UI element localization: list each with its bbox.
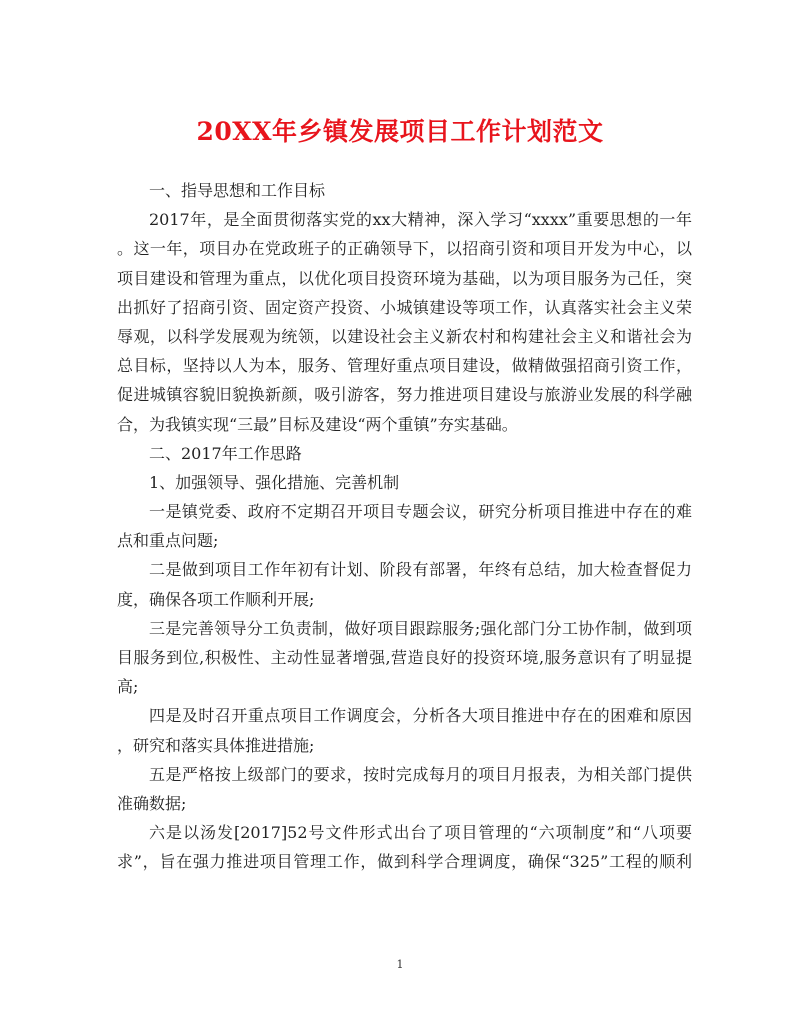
paragraph-line: 促进城镇容貌旧貌换新颜，吸引游客，努力推进项目建设与旅游业发展的科学融 (117, 385, 692, 405)
subsection-heading: 1、加强领导、强化措施、完善机制 (149, 472, 400, 492)
paragraph-line: 点和重点问题; (117, 531, 219, 551)
paragraph-line: 二是做到项目工作年初有计划、阶段有部署，年终有总结，加大检查督促力 (149, 560, 692, 580)
paragraph-line: 一是镇党委、政府不定期召开项目专题会议，研究分析项目推进中存在的难 (149, 502, 692, 522)
paragraph-line: 度，确保各项工作顺利开展; (117, 589, 315, 609)
paragraph-line: 总目标，坚持以人为本，服务、管理好重点项目建设，做精做强招商引资工作， (117, 356, 692, 376)
paragraph-line: 目服务到位,积极性、主动性显著增强,营造良好的投资环境,服务意识有了明显提 (117, 648, 692, 667)
paragraph-line: 高; (117, 677, 139, 697)
paragraph-line: 三是完善领导分工负责制，做好项目跟踪服务;强化部门分工协作制，做到项 (149, 618, 692, 638)
document-title: 20XX年乡镇发展项目工作计划范文 (196, 117, 604, 146)
paragraph-line: 求”，旨在强力推进项目管理工作，做到科学合理调度，确保“325”工程的顺利 (117, 852, 692, 872)
paragraph-line: 项目建设和管理为重点，以优化项目投资环境为基础，以为项目服务为己任，突 (117, 268, 692, 288)
page-number: 1 (396, 958, 404, 971)
paragraph-line: 六是以汤发[2017]52号文件形式出台了项目管理的“六项制度”和“八项要 (149, 823, 692, 843)
section-heading: 二、2017年工作思路 (149, 443, 302, 463)
document-body (117, 176, 692, 877)
paragraph-line: 出抓好了招商引资、固定资产投资、小城镇建设等项工作，认真落实社会主义荣 (117, 297, 692, 317)
paragraph-line: 合，为我镇实现“三最”目标及建设“两个重镇”夯实基础。 (117, 414, 518, 434)
paragraph-line: 。这一年，项目办在党政班子的正确领导下，以招商引资和项目开发为中心，以 (117, 239, 692, 259)
paragraph-line: 辱观，以科学发展观为统领，以建设社会主义新农村和构建社会主义和谐社会为 (117, 326, 692, 346)
section-heading: 一、指导思想和工作目标 (149, 181, 326, 200)
paragraph-line: 准确数据; (117, 793, 187, 813)
paragraph-line: 2017年，是全面贯彻落实党的xx大精神，深入学习“xxxx”重要思想的一年 (149, 210, 692, 230)
paragraph-line: 五是严格按上级部门的要求，按时完成每月的项目月报表，为相关部门提供 (149, 764, 692, 784)
paragraph-line: 四是及时召开重点项目工作调度会，分析各大项目推进中存在的困难和原因 (149, 706, 692, 726)
paragraph-line: ，研究和落实具体推进措施; (117, 735, 315, 755)
